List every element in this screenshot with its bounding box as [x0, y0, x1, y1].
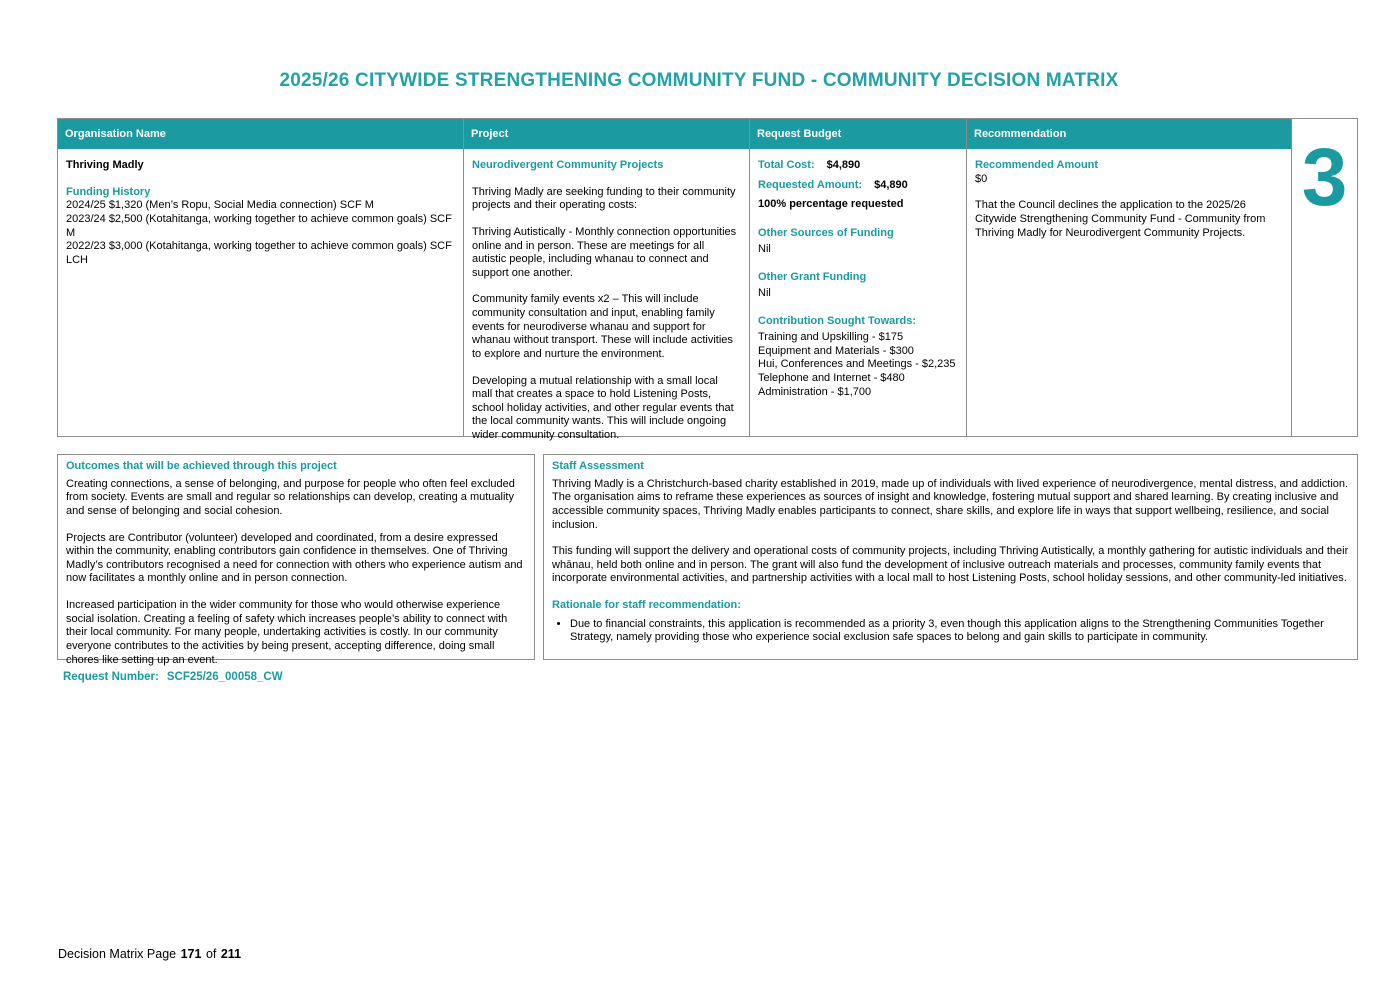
column-recommendation	[967, 119, 1292, 436]
column-header-organisation: Organisation Name	[58, 119, 463, 149]
total-cost-label: Total Cost:	[758, 159, 815, 171]
requested-amount-label: Requested Amount:	[758, 178, 863, 191]
column-project	[464, 119, 750, 441]
outcomes-paragraph: Creating connections, a sense of belonging, and purpose for people who often feel excluded from society. Events are small and regular so relationships can develop, creating a mutuality and sense of belonging and social cohesion.	[66, 477, 515, 517]
contribution-item: Telephone and Internet - $480	[758, 371, 905, 384]
rationale-heading: Rationale for staff recommendation:	[552, 599, 741, 611]
priority-number: 3	[1301, 132, 1348, 223]
contribution-item: Administration - $1,700	[758, 385, 872, 398]
total-cost-line	[758, 159, 958, 173]
outcomes-paragraph: Projects are Contributor (volunteer) developed and coordinated, from a desire expressed within the community, enabling contributors gain confidence in themselves. One of Thriving Madly’s contributors recognised a need for connection with others who experience autism and now facilitates a monthly online and in person connection.	[66, 531, 523, 585]
staff-assessment-paragraph: Thriving Madly is a Christchurch-based charity established in 2019, made up of individuals with lived experience of neurodivergence, mental distress, and addiction. The organisation aims to reframe these experiences as sources of insight and knowledge, fostering mutual support and shared learning. By creating inclusive and accessible community spaces, Thriving Madly enables participants to connect, share skills, and explore life in ways that support wellbeing, resilience, and social inclusion.	[552, 477, 1349, 531]
column-header-project: Project	[464, 119, 749, 149]
column-priority	[1292, 119, 1357, 436]
column-header-budget: Request Budget	[750, 119, 966, 149]
staff-assessment-paragraph: This funding will support the delivery and operational costs of community projects, including Thriving Autistically, a monthly gathering for autistic individuals and their whānau, held both online and in person. The grant will also fund the development of inclusive outreach materials and processes, community family events that incorporate environmental activities, and partnership activities with a local mall to host Listening Posts, school holiday sessions, and other community-led initiatives.	[552, 545, 1349, 585]
request-number-label: Request Number:	[63, 671, 159, 683]
column-budget	[750, 119, 967, 436]
other-grant-value: Nil	[758, 286, 771, 299]
other-sources-heading: Other Sources of Funding	[758, 226, 894, 239]
outcomes-heading: Outcomes that will be achieved through this project	[66, 460, 337, 472]
page-title: 2025/26 CITYWIDE STRENGTHENING COMMUNITY FUND - COMMUNITY DECISION MATRIX	[279, 70, 1119, 91]
project-paragraph: Thriving Autistically - Monthly connection opportunities online and in person. These are meetings for all autistic people, including whanau to connect and support one another.	[472, 225, 737, 279]
contribution-item: Training and Upskilling - $175	[758, 331, 904, 343]
organisation-name: Thriving Madly	[66, 159, 144, 171]
staff-assessment-box	[543, 454, 1358, 660]
other-grant-heading: Other Grant Funding	[758, 271, 867, 284]
footer-of: of	[205, 947, 217, 961]
project-paragraph: Thriving Madly are seeking funding to their community projects and their operating costs:	[472, 185, 736, 212]
column-header-recommendation: Recommendation	[967, 119, 1291, 149]
contribution-heading: Contribution Sought Towards:	[758, 315, 917, 328]
requested-amount-line	[758, 179, 958, 193]
other-sources-value: Nil	[758, 242, 771, 255]
page-footer	[58, 947, 242, 961]
percentage-requested: 100% percentage requested	[758, 198, 904, 211]
contribution-item: Hui, Conferences and Meetings - $2,235	[758, 358, 956, 371]
request-number-value: SCF25/26_00058_CW	[166, 671, 283, 683]
budget-cell	[750, 149, 966, 407]
staff-assessment-heading: Staff Assessment	[552, 460, 644, 472]
request-number-line	[63, 671, 283, 683]
contribution-item: Equipment and Materials - $300	[758, 344, 914, 357]
recommended-amount-value: $0	[975, 172, 988, 185]
total-cost-value: $4,890	[826, 159, 861, 171]
footer-total-pages: 211	[220, 947, 242, 961]
footer-prefix: Decision Matrix Page	[58, 947, 177, 961]
recommended-amount-heading: Recommended Amount	[975, 159, 1099, 171]
project-cell	[464, 149, 749, 451]
column-organisation	[58, 119, 464, 436]
decision-matrix-table	[57, 118, 1358, 441]
funding-history-line: 2023/24 $2,500 (Kotahitanga, working together to achieve common goals) SCF M	[66, 212, 452, 239]
outcomes-box	[57, 454, 535, 666]
rationale-list	[552, 618, 1349, 645]
project-title: Neurodivergent Community Projects	[472, 159, 664, 171]
recommendation-body: That the Council declines the application to the 2025/26 Citywide Strengthening Community Fund - Community from Thriving Madly for Neurodivergent Community Projects.	[975, 199, 1266, 239]
rationale-bullet: • Due to financial constraints, this application is recommended as a priority 3, even though this application aligns to the Strengthening Communities Together Strategy, namely providing those who experience social exclusion safe spaces to belong and gain skills to participate in community.	[570, 618, 1349, 645]
recommendation-cell	[967, 149, 1291, 248]
funding-history-heading: Funding History	[66, 185, 151, 198]
organisation-cell	[58, 149, 463, 275]
footer-page-number: 171	[180, 947, 202, 961]
outcomes-paragraph: Increased participation in the wider community for those who would otherwise experience social isolation. Creating a feeling of safety which increases people’s ability to connect with their local community. For many people, undertaking activities is costly. In our community everyone contributes to the activities by being present, accepting difference, doing small chores like setting up an event.	[66, 599, 508, 666]
requested-amount-value: $4,890	[874, 178, 908, 191]
project-paragraph: Community family events x2 – This will include community consultation and input, enabling family events for neurodiverse whanau and support for whanau without transport. These will include activities to explore and nurture the environment.	[472, 293, 733, 360]
funding-history-line: 2024/25 $1,320 (Men’s Ropu, Social Media connection) SCF M	[66, 199, 374, 212]
project-paragraph: Developing a mutual relationship with a small local mall that creates a space to hold Listening Posts, school holiday activities, and other regular events that the local community wants. This will include ongoing wider community consultation.	[472, 374, 734, 441]
funding-history-line: 2022/23 $3,000 (Kotahitanga, working together to achieve common goals) SCF LCH	[66, 240, 452, 266]
